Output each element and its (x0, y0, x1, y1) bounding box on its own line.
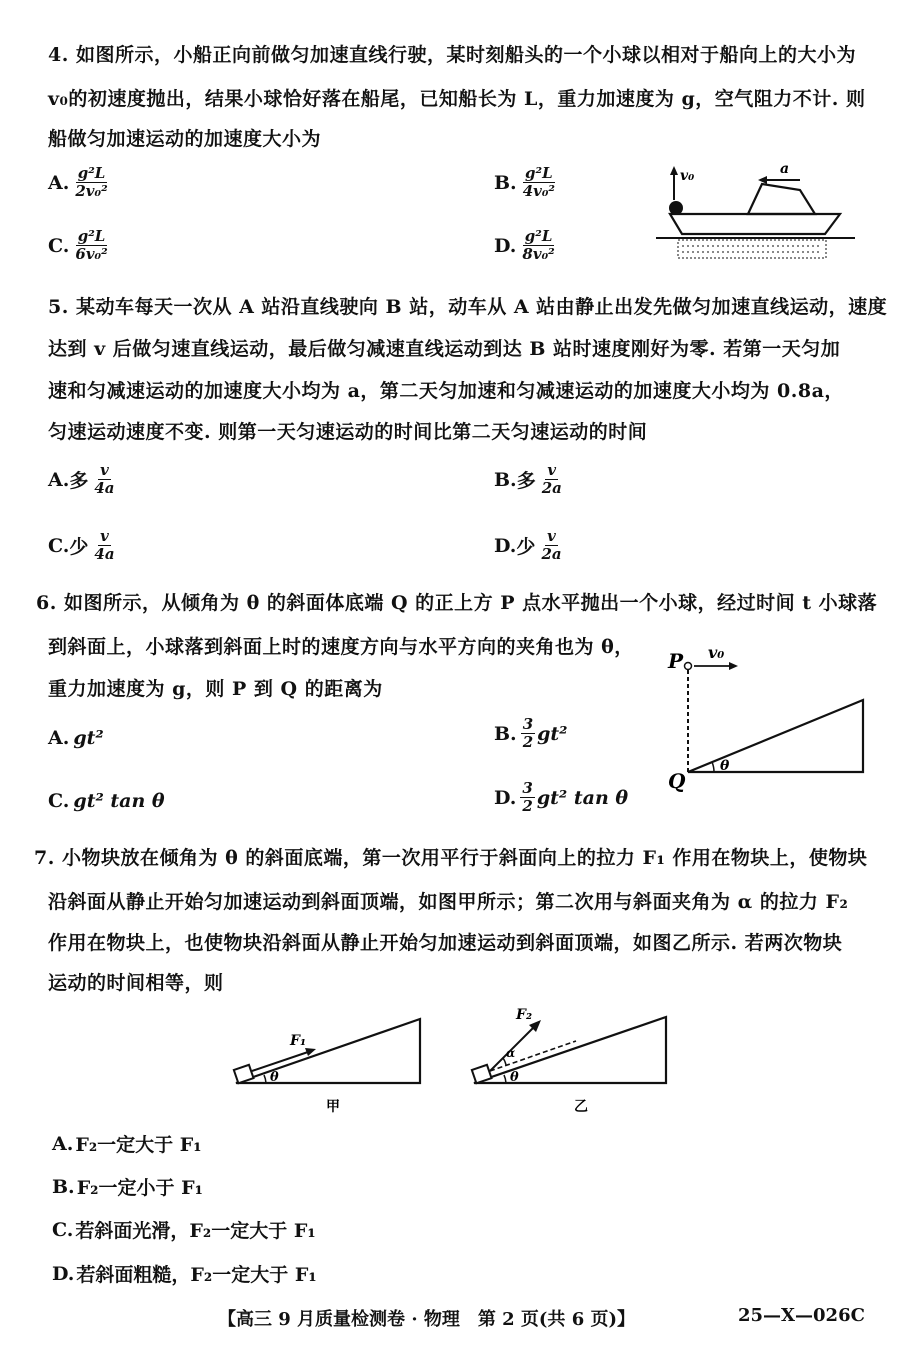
page-footer: 【高三 9 月质量检测卷 · 物理 第 2 页(共 6 页)】 (218, 1309, 636, 1330)
frac-num: 3 (522, 779, 533, 797)
option-label: A. (52, 1132, 74, 1155)
v0-label: v₀ (680, 168, 695, 184)
option-label: B. (494, 171, 517, 194)
frac-den: 2v₀² (75, 182, 108, 200)
frac-num: g²L (77, 164, 106, 182)
q4-stem-line-1: 4. 如图所示，小船正向前做匀加速直线行驶，某时刻船头的一个小球以相对于船向上的大小为 (48, 44, 856, 66)
q5-stem-line-3: 速和匀减速运动的加速度大小均为 a，第二天匀加速和匀减速运动的加速度大小均为 0.8a， (48, 380, 844, 402)
option-label: C. (48, 234, 70, 257)
q5-stem-line-1: 5. 某动车每天一次从 A 站沿直线驶向 B 站，动车从 A 站由静止出发先做匀加速直线运动，速度 (48, 296, 888, 318)
option-label: A. (48, 468, 70, 491)
option-label: A. (48, 727, 70, 749)
q6-option-b[interactable] (494, 716, 568, 751)
option-prefix: 多 (69, 470, 89, 492)
incline-dashed-line (490, 1041, 576, 1071)
frac-den: 2a (541, 479, 562, 497)
option-label: B. (52, 1175, 75, 1198)
boat-cabin (748, 184, 815, 214)
q6-option-a[interactable] (48, 727, 104, 749)
option-label: C. (48, 534, 70, 557)
f1-label: F₁ (290, 1033, 307, 1049)
q4-option-d[interactable] (494, 228, 557, 263)
frac-num: v (100, 461, 109, 479)
theta-arc (712, 762, 714, 772)
frac-num: g²L (525, 164, 553, 182)
q7-option-c[interactable] (52, 1216, 316, 1243)
caption-jia: 甲 (326, 1099, 340, 1115)
frac-den: 4a (94, 479, 115, 497)
point-p (685, 663, 692, 670)
q5-stem-line-2: 达到 v 后做匀速直线运动，最后做匀减速直线运动到达 B 站时速度刚好为零. 若第一天匀加 (48, 338, 841, 360)
ball (669, 201, 683, 215)
option-text: 若斜面粗糙，F₂一定大于 F₁ (76, 1264, 317, 1286)
frac-den: 6v₀² (75, 245, 108, 263)
frac-den: 2a (541, 545, 562, 563)
frac-den: 8v₀² (522, 245, 555, 263)
option-prefix: 少 (516, 536, 536, 558)
option-label: C. (48, 790, 70, 812)
p-label: P (668, 649, 684, 673)
option-text: F₂一定小于 F₁ (76, 1177, 203, 1199)
incline-triangle (236, 1019, 420, 1083)
q7-option-d[interactable] (52, 1260, 317, 1287)
frac-num: 3 (522, 715, 534, 733)
q-label: Q (668, 769, 686, 793)
incline-triangle (688, 700, 863, 772)
a-label: a (780, 161, 790, 177)
alpha-label: α (506, 1046, 516, 1060)
f2-label: F₂ (516, 1007, 533, 1023)
frac-den: 2 (522, 733, 534, 751)
option-label: A. (48, 171, 70, 194)
q4-option-b[interactable] (494, 165, 557, 200)
frac-num: v (547, 461, 557, 479)
q7-figure-jia (228, 1015, 428, 1115)
option-text: gt² tan θ (73, 790, 165, 812)
q6-option-d[interactable] (494, 780, 628, 815)
q4-stem-line-2: v₀的初速度抛出，结果小球恰好落在船尾，已知船长为 L，重力加速度为 g，空气阻力不计. 则 (48, 88, 866, 110)
exam-code: 25—X—026C (738, 1305, 865, 1326)
option-prefix: 多 (516, 470, 536, 492)
q5-option-a[interactable] (48, 462, 117, 497)
theta-label: θ (270, 1070, 279, 1085)
q5-stem-line-4: 匀速运动速度不变. 则第一天匀速运动的时间比第二天匀速运动的时间 (48, 421, 648, 443)
q5-option-b[interactable] (494, 462, 564, 497)
theta-arc (264, 1075, 266, 1083)
incline-triangle (474, 1017, 666, 1083)
q4-option-c[interactable] (48, 228, 110, 263)
frac-num: g²L (524, 227, 553, 245)
water-ripple (678, 240, 826, 258)
v0-label: v₀ (708, 643, 725, 662)
option-label: B. (494, 468, 517, 491)
frac-den: 2 (522, 797, 533, 815)
q5-option-d[interactable] (494, 528, 564, 563)
q4-boat-figure (650, 158, 860, 268)
option-label: C. (52, 1218, 74, 1241)
frac-den: 4a (94, 545, 115, 563)
q7-stem-line-3: 作用在物块上，也使物块沿斜面从静止开始匀加速运动到斜面顶端，如图乙所示. 若两次物块 (48, 932, 843, 954)
q6-stem-line-3: 重力加速度为 g，则 P 到 Q 的距离为 (48, 678, 383, 700)
q7-stem-line-1: 7. 小物块放在倾角为 θ 的斜面底端，第一次用平行于斜面向上的拉力 F₁ 作用在物块上，使物块 (34, 847, 868, 869)
option-label: D. (494, 786, 517, 809)
q5-option-c[interactable] (48, 528, 117, 563)
boat-hull (670, 214, 840, 234)
q6-stem-line-2: 到斜面上，小球落到斜面上时的速度方向与水平方向的夹角也为 θ， (48, 636, 634, 658)
q6-option-c[interactable] (48, 790, 165, 812)
q7-option-a[interactable] (52, 1130, 202, 1157)
q6-stem-line-1: 6. 如图所示，从倾角为 θ 的斜面体底端 Q 的正上方 P 点水平抛出一个小球，经过时间 t 小球落 (36, 592, 878, 614)
q7-stem-line-4: 运动的时间相等，则 (48, 972, 224, 994)
option-text: gt² tan θ (536, 786, 629, 809)
block (472, 1065, 492, 1083)
option-text: F₂一定大于 F₁ (75, 1134, 202, 1156)
theta-label: θ (510, 1070, 519, 1085)
option-text: gt² (537, 722, 568, 745)
caption-yi: 乙 (574, 1099, 588, 1115)
q7-figure-yi (466, 1005, 676, 1115)
frac-num: v (100, 527, 109, 545)
v0-arrowhead (670, 166, 678, 175)
option-text: gt² (73, 727, 104, 749)
frac-num: g²L (77, 227, 106, 245)
q4-stem-line-3: 船做匀加速运动的加速度大小为 (48, 128, 322, 150)
theta-arc (504, 1075, 506, 1083)
q7-stem-line-2: 沿斜面从静止开始匀加速运动到斜面顶端，如图甲所示；第二次用与斜面夹角为 α 的拉力 F₂ (48, 891, 849, 913)
theta-label: θ (720, 758, 730, 774)
option-label: B. (494, 722, 517, 745)
frac-den: 4v₀² (522, 182, 555, 200)
frac-num: v (547, 527, 556, 545)
a-arrowhead (758, 176, 767, 184)
option-label: D. (494, 534, 517, 557)
block (234, 1065, 254, 1083)
option-label: D. (52, 1262, 75, 1285)
q4-option-a[interactable] (48, 165, 110, 200)
option-label: D. (494, 234, 517, 257)
v0-arrowhead (729, 662, 738, 670)
option-text: 若斜面光滑，F₂一定大于 F₁ (75, 1220, 316, 1242)
option-prefix: 少 (69, 536, 89, 558)
q7-option-b[interactable] (52, 1173, 203, 1200)
q6-incline-figure (666, 640, 881, 793)
